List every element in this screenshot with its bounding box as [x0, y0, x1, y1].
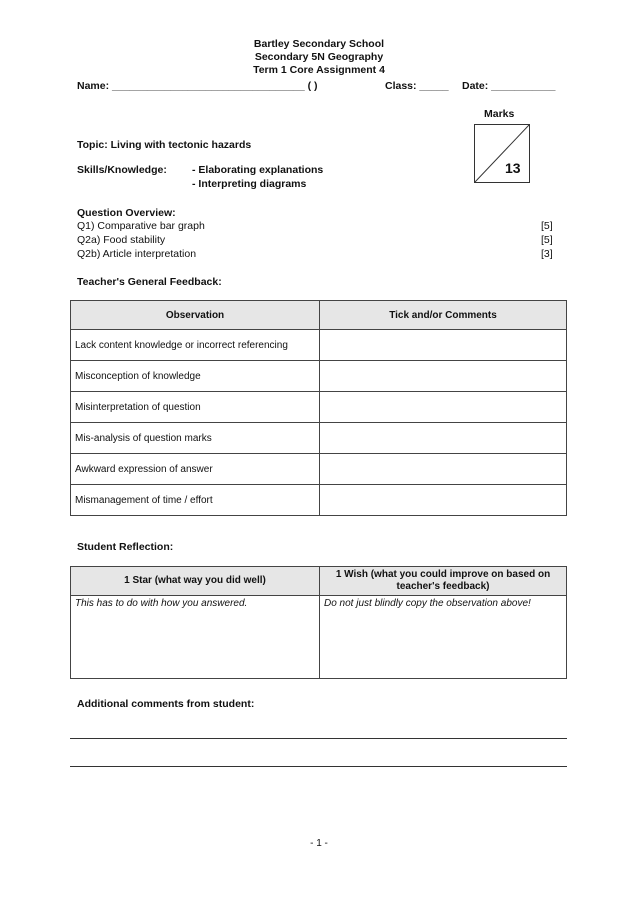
table-row — [71, 330, 567, 361]
topic: Topic: Living with tectonic hazards — [77, 139, 252, 151]
table-row — [71, 485, 567, 516]
reflection-heading: Student Reflection: — [77, 541, 174, 553]
comments-header: Tick and/or Comments — [320, 301, 567, 330]
class-field[interactable]: Class: _____ — [385, 80, 449, 92]
question-marks: [3] — [541, 248, 553, 260]
question-item: Q2b) Article interpretation — [77, 248, 197, 260]
table-row — [71, 361, 567, 392]
question-marks: [5] — [541, 234, 553, 246]
skills-label: Skills/Knowledge: — [77, 164, 167, 176]
observation-cell: Lack content knowledge or incorrect referencing — [71, 330, 320, 361]
observation-cell: Misconception of knowledge — [71, 361, 320, 392]
comment-cell[interactable] — [320, 423, 567, 454]
table-row — [71, 423, 567, 454]
table-row — [71, 596, 567, 679]
name-field[interactable]: Name: _________________________________ ( ) — [77, 80, 318, 92]
skill-item: - Interpreting diagrams — [192, 178, 307, 190]
wish-header: 1 Wish (what you could improve on based on teacher's feedback) — [320, 567, 567, 596]
feedback-table — [70, 300, 567, 516]
class-subject: Secondary 5N Geography — [254, 51, 384, 63]
overview-heading: Question Overview: — [77, 207, 176, 219]
star-hint: This has to do with how you answered. — [75, 598, 248, 609]
skill-item: - Elaborating explanations — [192, 164, 324, 176]
marks-label: Marks — [484, 108, 515, 120]
comment-cell[interactable] — [320, 392, 567, 423]
observation-cell: Mis-analysis of question marks — [71, 423, 320, 454]
comment-cell[interactable] — [320, 361, 567, 392]
reflection-table — [70, 566, 567, 679]
comment-line[interactable] — [70, 766, 567, 767]
school-name: Bartley Secondary School — [253, 38, 385, 50]
table-row — [71, 454, 567, 485]
observation-header: Observation — [71, 301, 320, 330]
comment-cell[interactable] — [320, 454, 567, 485]
observation-cell: Mismanagement of time / effort — [71, 485, 320, 516]
observation-cell: Awkward expression of answer — [71, 454, 320, 485]
additional-heading: Additional comments from student: — [77, 698, 255, 710]
table-row — [71, 392, 567, 423]
star-cell[interactable] — [71, 596, 320, 679]
wish-cell[interactable] — [320, 596, 567, 679]
assignment-title: Term 1 Core Assignment 4 — [253, 64, 385, 76]
question-item: Q1) Comparative bar graph — [77, 220, 205, 232]
marks-box[interactable] — [474, 124, 530, 183]
date-field[interactable]: Date: ___________ — [462, 80, 556, 92]
comment-line[interactable] — [70, 738, 567, 739]
page-number: - 1 - — [310, 838, 328, 849]
feedback-heading: Teacher's General Feedback: — [77, 276, 222, 288]
question-item: Q2a) Food stability — [77, 234, 166, 246]
comment-cell[interactable] — [320, 330, 567, 361]
star-header: 1 Star (what way you did well) — [71, 567, 320, 596]
marks-total: 13 — [505, 160, 521, 176]
wish-hint: Do not just blindly copy the observation above! — [324, 598, 531, 609]
question-marks: [5] — [541, 220, 553, 232]
observation-cell: Misinterpretation of question — [71, 392, 320, 423]
comment-cell[interactable] — [320, 485, 567, 516]
